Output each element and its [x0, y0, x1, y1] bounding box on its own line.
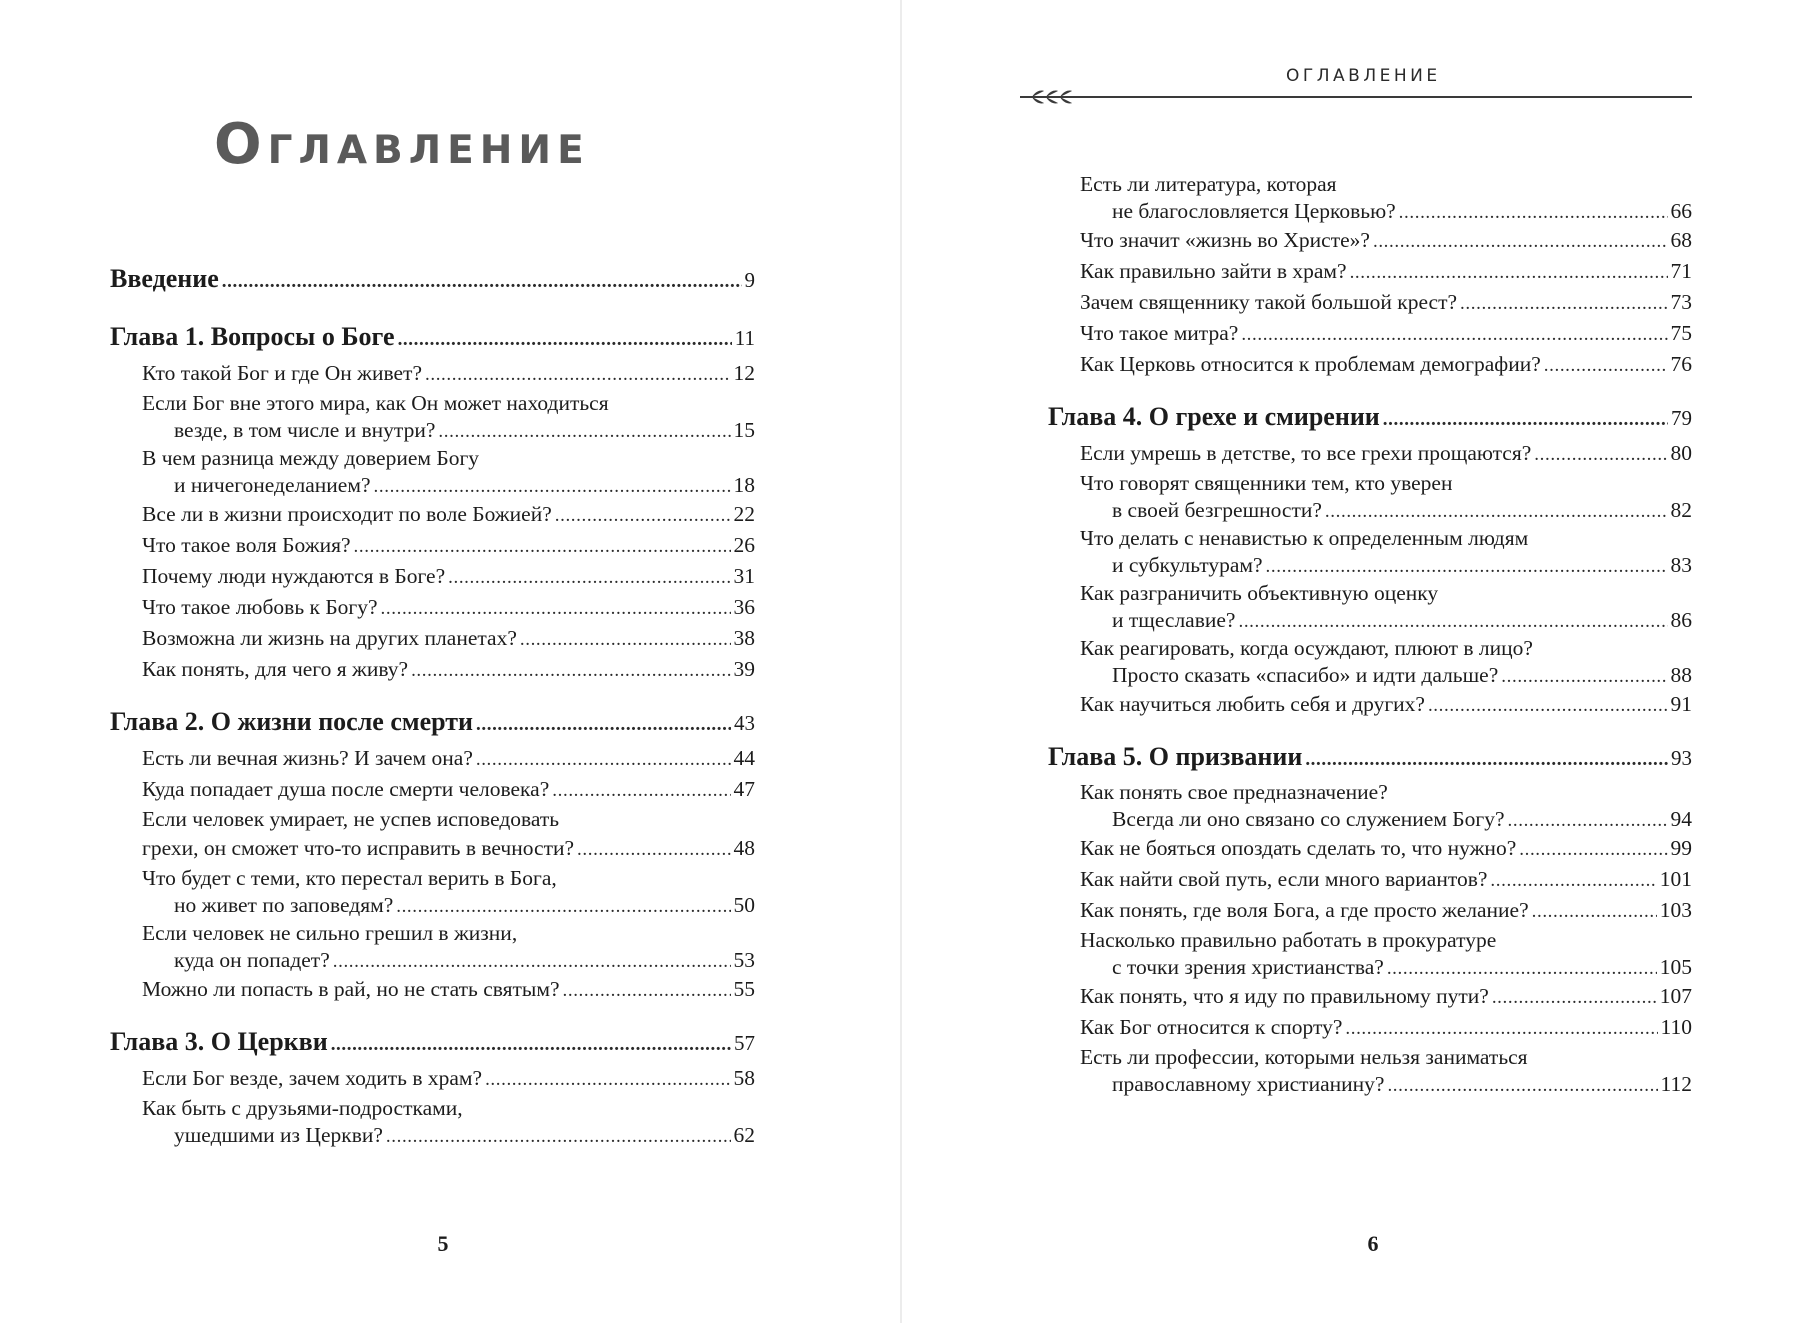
toc-item-title: но живет по заповедям? — [174, 893, 394, 917]
toc-item-title: Просто сказать «спасибо» и идти дальше? — [1112, 663, 1499, 687]
toc-item[interactable] — [110, 561, 755, 592]
toc-item[interactable] — [110, 358, 755, 389]
toc-item-title: ушедшими из Церкви? — [174, 1123, 383, 1147]
leader-dots — [354, 530, 731, 562]
page-ref: 76 — [1670, 352, 1692, 376]
toc-item-title: Всегда ли оно связано со служением Богу? — [1112, 807, 1505, 831]
toc-item-title: Как понять, где воля Бога, а где просто желание? — [1080, 898, 1529, 922]
leader-dots — [1519, 833, 1667, 865]
toc-chapter[interactable] — [1048, 400, 1692, 434]
toc-item[interactable] — [1048, 349, 1692, 380]
page-ref: 57 — [734, 1031, 755, 1055]
toc-chapter[interactable] — [1048, 740, 1692, 774]
chapter-title: Глава 2. О жизни после смерти — [110, 707, 474, 736]
page-ref: 47 — [733, 777, 755, 801]
page-ref: 22 — [733, 502, 755, 526]
toc-item-line: В чем разница между доверием Богу — [142, 446, 480, 470]
leader-dots — [1544, 349, 1668, 381]
toc-item-line: Есть ли литература, которая — [1080, 172, 1337, 196]
toc-item-line: Как реагировать, когда осуждают, плюют в лицо? — [1080, 636, 1533, 660]
toc-item-title: Если Бог везде, зачем ходить в храм? — [142, 1066, 483, 1090]
table-of-contents — [1048, 170, 1692, 1098]
toc-item-title: Как Бог относится к спорту? — [1080, 1015, 1343, 1039]
page-ref: 103 — [1659, 898, 1692, 922]
page-ref: 112 — [1660, 1072, 1692, 1096]
toc-item-title: не благословляется Церковью? — [1112, 199, 1396, 223]
toc-item[interactable] — [1048, 1043, 1692, 1098]
leader-dots — [381, 592, 731, 624]
toc-item[interactable] — [1048, 926, 1692, 981]
toc-item-title: Что такое митра? — [1080, 321, 1239, 345]
toc-item-line: Насколько правильно работать в прокуратуре — [1080, 928, 1497, 952]
page-ref: 86 — [1670, 608, 1692, 632]
page-ref: 101 — [1659, 867, 1692, 891]
leader-dots — [396, 892, 730, 920]
page-ref: 18 — [733, 473, 755, 497]
page-ref: 31 — [733, 564, 755, 588]
leader-dots — [1460, 287, 1667, 319]
toc-item-title: Все ли в жизни происходит по воле Божией? — [142, 502, 552, 526]
leader-dots — [1532, 895, 1657, 927]
page-ref: 83 — [1670, 553, 1692, 577]
page-ref: 9 — [744, 268, 755, 292]
toc-item-title: Зачем священнику такой большой крест? — [1080, 290, 1458, 314]
toc-item-title: Возможна ли жизнь на других планетах? — [142, 626, 517, 650]
page-ref: 71 — [1670, 259, 1692, 283]
page-ref: 48 — [733, 836, 755, 860]
page-ref: 79 — [1671, 406, 1692, 430]
toc-item[interactable] — [110, 1063, 755, 1094]
toc-item-title: Если умрешь в детстве, то все грехи прощаются? — [1080, 441, 1532, 465]
toc-item[interactable] — [1048, 1012, 1692, 1043]
page-ref: 94 — [1670, 807, 1692, 831]
toc-item-title: Как научиться любить себя и других? — [1080, 692, 1425, 716]
page-number: 5 — [437, 1231, 449, 1256]
toc-item[interactable] — [1048, 634, 1692, 689]
toc-item-title: в своей безгрешности? — [1112, 498, 1322, 522]
leader-dots — [563, 974, 731, 1006]
toc-item[interactable] — [110, 499, 755, 530]
toc-item-title: Как найти свой путь, если много вариантов? — [1080, 867, 1488, 891]
toc-item-title: Что такое воля Божия? — [142, 533, 351, 557]
leader-dots — [476, 705, 731, 742]
toc-item[interactable] — [1048, 225, 1692, 256]
toc-item-title: куда он попадет? — [174, 948, 330, 972]
leader-dots — [555, 499, 731, 531]
toc-item-title: Как понять, для чего я живу? — [142, 657, 409, 681]
toc-item[interactable] — [1048, 287, 1692, 318]
chapter-title: Введение — [110, 264, 219, 293]
leader-dots — [1305, 740, 1668, 777]
leader-dots — [1238, 607, 1667, 635]
toc-item-title: православному христианину? — [1112, 1072, 1385, 1096]
page-ref: 43 — [734, 711, 755, 735]
toc-item-line: Если человек не сильно грешил в жизни, — [142, 921, 518, 945]
toc-chapter[interactable] — [110, 262, 755, 296]
toc-chapter[interactable] — [110, 320, 755, 354]
toc-item-title: грехи, он сможет что-то исправить в вечности? — [142, 836, 575, 860]
toc-item-line: Если человек умирает, не успев исповедовать — [142, 807, 560, 831]
chapter-title: Глава 4. О грехе и смирении — [1048, 402, 1380, 431]
page-ref: 38 — [733, 626, 755, 650]
toc-item[interactable] — [110, 592, 755, 623]
toc-item[interactable] — [1048, 170, 1692, 225]
toc-item[interactable] — [1048, 778, 1692, 833]
leader-dots — [1490, 864, 1656, 896]
page-number: 6 — [1367, 1231, 1379, 1256]
leader-dots — [411, 654, 730, 686]
toc-item[interactable] — [110, 919, 755, 974]
leader-dots — [398, 320, 732, 357]
leader-dots — [1501, 662, 1667, 690]
leader-dots — [448, 561, 730, 593]
running-head: ОГЛАВЛЕНИЕ — [1286, 66, 1441, 86]
toc-item-line: Что говорят священники тем, кто уверен — [1080, 471, 1453, 495]
toc-item-line: Как быть с друзьями-подростками, — [142, 1096, 463, 1120]
toc-item[interactable] — [110, 974, 755, 1005]
page-ref: 110 — [1660, 1015, 1692, 1039]
leader-dots — [476, 743, 731, 775]
leader-dots — [1383, 400, 1668, 437]
toc-item-title: везде, в том числе и внутри? — [174, 418, 436, 442]
toc-item-title: и субкультурам? — [1112, 553, 1263, 577]
toc-item[interactable] — [1048, 256, 1692, 287]
chapter-title: Глава 5. О призвании — [1048, 742, 1303, 771]
leader-dots — [520, 623, 731, 655]
page-ref: 15 — [733, 418, 755, 442]
page-ref: 39 — [733, 657, 755, 681]
page-ref: 11 — [734, 326, 755, 350]
toc-item[interactable] — [1048, 318, 1692, 349]
page-ref: 68 — [1670, 228, 1692, 252]
toc-item-title: Куда попадает душа после смерти человека? — [142, 777, 550, 801]
page-ref: 58 — [733, 1066, 755, 1090]
toc-item-title: Что значит «жизнь во Христе»? — [1080, 228, 1370, 252]
leader-dots — [1325, 497, 1668, 525]
page-ref: 62 — [733, 1123, 755, 1147]
leader-dots — [374, 472, 731, 500]
page-ref: 82 — [1670, 498, 1692, 522]
toc-item[interactable] — [1048, 524, 1692, 579]
chapter-title: Глава 3. О Церкви — [110, 1027, 328, 1056]
toc-item[interactable] — [110, 654, 755, 685]
leader-dots — [1345, 1012, 1657, 1044]
toc-item-line: Как разграничить объективную оценку — [1080, 581, 1439, 605]
page-ref: 75 — [1670, 321, 1692, 345]
header-rule — [1080, 96, 1692, 98]
page-title: Оглавление — [214, 112, 590, 177]
toc-item-line: Что будет с теми, кто перестал верить в Бога, — [142, 866, 557, 890]
leader-dots — [1428, 689, 1668, 721]
page-ref: 53 — [733, 948, 755, 972]
leader-dots — [1350, 256, 1668, 288]
toc-item[interactable] — [1048, 981, 1692, 1012]
leader-dots — [1387, 954, 1657, 982]
toc-item[interactable] — [1048, 895, 1692, 926]
toc-chapter[interactable] — [110, 1025, 755, 1059]
page-ref: 55 — [733, 977, 755, 1001]
leader-dots — [1399, 198, 1668, 226]
leader-dots — [386, 1122, 731, 1150]
leader-dots — [1241, 318, 1667, 350]
toc-item[interactable] — [1048, 864, 1692, 895]
toc-item-title: Можно ли попасть в рай, но не стать святым? — [142, 977, 560, 1001]
page-ref: 12 — [733, 361, 755, 385]
page-ref: 36 — [733, 595, 755, 619]
toc-item[interactable] — [1048, 689, 1692, 720]
leader-dots — [1492, 981, 1657, 1013]
toc-item-title: с точки зрения христианства? — [1112, 955, 1384, 979]
toc-item-line: Если Бог вне этого мира, как Он может находиться — [142, 391, 609, 415]
toc-item[interactable] — [110, 623, 755, 654]
toc-item[interactable] — [110, 774, 755, 805]
table-of-contents — [110, 262, 755, 1149]
toc-item-line: Как понять свое предназначение? — [1080, 780, 1388, 804]
toc-chapter[interactable] — [110, 705, 755, 739]
leader-dots — [1373, 225, 1668, 257]
chapter-title: Глава 1. Вопросы о Боге — [110, 322, 395, 351]
toc-item[interactable] — [1048, 833, 1692, 864]
left-page — [0, 0, 900, 1323]
page-ref: 73 — [1670, 290, 1692, 314]
toc-item-line: Есть ли профессии, которыми нельзя заниматься — [1080, 1045, 1528, 1069]
leaf-ornament-icon — [1018, 86, 1088, 108]
leader-dots — [485, 1063, 730, 1095]
leader-dots — [577, 833, 730, 865]
leader-dots — [438, 417, 730, 445]
toc-item-title: Кто такой Бог и где Он живет? — [142, 361, 422, 385]
page-ref: 107 — [1659, 984, 1692, 1008]
toc-item-title: Как понять, что я иду по правильному пути? — [1080, 984, 1489, 1008]
page-ref: 105 — [1659, 955, 1692, 979]
toc-item-title: Как не бояться опоздать сделать то, что нужно? — [1080, 836, 1517, 860]
toc-item[interactable] — [110, 805, 755, 864]
toc-item[interactable] — [1048, 579, 1692, 634]
leader-dots — [425, 358, 731, 390]
leader-dots — [333, 947, 731, 975]
toc-item-title: и тщеславие? — [1112, 608, 1236, 632]
leader-dots — [1508, 806, 1668, 834]
toc-item-title: Что такое любовь к Богу? — [142, 595, 378, 619]
leader-dots — [552, 774, 730, 806]
toc-item-title: Как Церковь относится к проблемам демографии? — [1080, 352, 1541, 376]
toc-item[interactable] — [110, 864, 755, 919]
page-ref: 88 — [1670, 663, 1692, 687]
toc-item-title: Есть ли вечная жизнь? И зачем она? — [142, 746, 473, 770]
toc-item[interactable] — [110, 743, 755, 774]
toc-item[interactable] — [110, 444, 755, 499]
page-ref: 44 — [733, 746, 755, 770]
page-ref: 80 — [1670, 441, 1692, 465]
page-ref: 66 — [1670, 199, 1692, 223]
toc-item[interactable] — [1048, 469, 1692, 524]
page-ref: 26 — [733, 533, 755, 557]
leader-dots — [1266, 552, 1668, 580]
toc-item-title: Почему люди нуждаются в Боге? — [142, 564, 446, 588]
page-ref: 50 — [733, 893, 755, 917]
page-ref: 99 — [1670, 836, 1692, 860]
page-ref: 93 — [1671, 746, 1692, 770]
leader-dots — [1534, 438, 1667, 470]
toc-item[interactable] — [110, 530, 755, 561]
leader-dots — [222, 262, 742, 299]
page-ref: 91 — [1670, 692, 1692, 716]
toc-item-title: и ничегонеделанием? — [174, 473, 371, 497]
leader-dots — [1387, 1071, 1657, 1099]
toc-item-line: Что делать с ненавистью к определенным людям — [1080, 526, 1529, 550]
toc-item[interactable] — [1048, 438, 1692, 469]
toc-item-title: Как правильно зайти в храм? — [1080, 259, 1347, 283]
leader-dots — [331, 1025, 731, 1062]
toc-item[interactable] — [110, 1094, 755, 1149]
toc-item[interactable] — [110, 389, 755, 444]
